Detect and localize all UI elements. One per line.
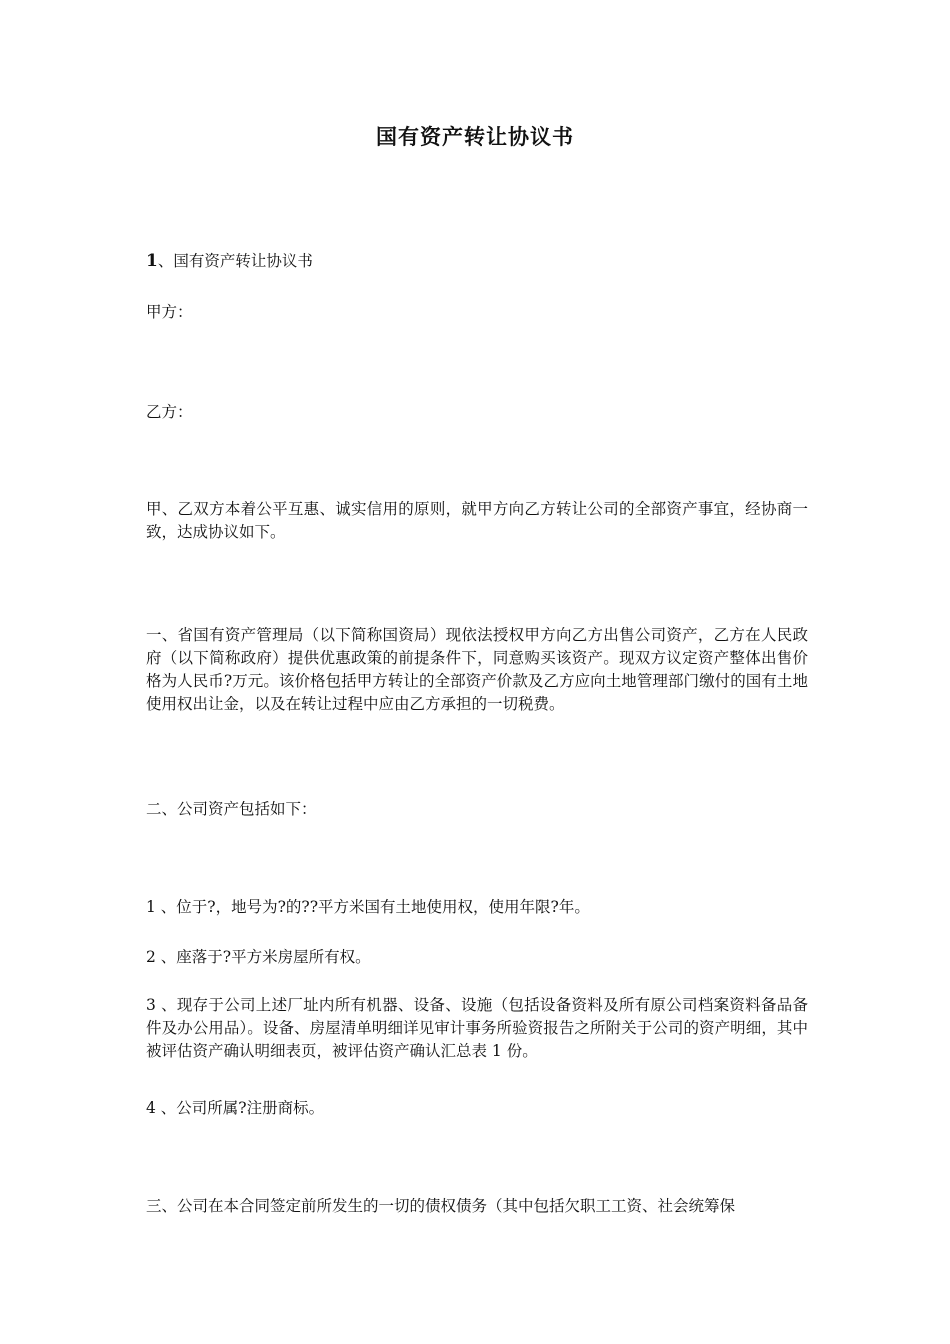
clause-3-paragraph: 三、公司在本合同签定前所发生的一切的债权债务（其中包括欠职工工资、社会统筹保: [146, 1197, 736, 1215]
asset-item-1: 1 、位于?，地号为?的??平方米国有土地使用权，使用年限?年。: [146, 898, 590, 916]
heading-number: 1: [146, 251, 158, 271]
party-a-label: 甲方：: [146, 303, 193, 321]
heading-text: 、国有资产转让协议书: [157, 252, 313, 270]
clause-1-paragraph: 一、省国有资产管理局（以下简称国资局）现依法授权甲方向乙方出售公司资产，乙方在人民政府（以下简称政府）提供优惠政策的前提条件下，同意购买该资产。现双方议定资产整体出售价格为人民币?万元。该价格包括甲方转让的全部资产价款及乙方应向土地管理部门缴付的国有土地使用权出让金，以及在转让过程中应由乙方承担的一切税费。: [146, 626, 808, 713]
party-b-label: 乙方：: [146, 403, 193, 421]
clause-2-heading: 二、公司资产包括如下：: [146, 800, 317, 818]
asset-item-2: 2 、座落于?平方米房屋所有权。: [146, 948, 371, 966]
document-title: 国有资产转让协议书: [376, 124, 574, 149]
intro-paragraph: 甲、乙双方本着公平互惠、诚实信用的原则，就甲方向乙方转让公司的全部资产事宜，经协商一致，达成协议如下。: [146, 500, 808, 541]
asset-item-3: 3 、现存于公司上述厂址内所有机器、设备、设施（包括设备资料及所有原公司档案资料备品备件及办公用品）。设备、房屋清单明细详见审计事务所验资报告之所附关于公司的资产明细，其中被评估资产确认明细表页，被评估资产确认汇总表 1 份。: [146, 996, 808, 1060]
section-heading: [146, 250, 808, 273]
asset-item-4: 4 、公司所属?注册商标。: [146, 1099, 325, 1117]
